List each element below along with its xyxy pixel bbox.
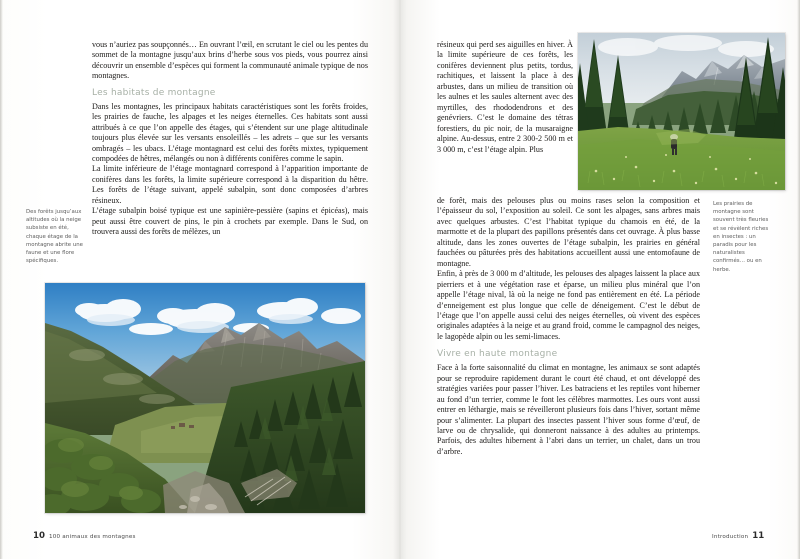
paragraph-saisonnalite: Face à la forte saisonnalité du climat en montagne, les animaux se sont adaptés pour se reproduire rapidement durant le court été chaud, et ont développé des stratégies variées pour passer l’hiver. Les batraciens et les reptiles vont hiberner au fond d’un terrier, comme le font les célèbres marmottes. Les ours vont aussi entrer en léthargie, mais se réveilleront plusieurs fois dans l’hiver, sortant même pour s’alimenter. La plupart des insectes passent l’hiver sous forme d’œuf, de larve ou de chrysalide, qui donneront naissance à des adultes au printemps. Parfois, des adultes hibernent à l’abri dans un terrier, un chalet, dans un trou d’arbre. — [437, 363, 700, 456]
photo-alpine-meadow — [578, 33, 785, 190]
caption-left-margin: Des forêts jusqu’aux altitudes où la neige subsiste en été, chaque étage de la montagne abrite une faune et une flore spécifiques. — [26, 209, 83, 265]
paragraph-alpages: de forêt, mais des pelouses plus ou moins rases selon la composition et l’épaisseur du sol, l’exposition au soleil. Ce sont les alpages, sans arbres mais avec quelques arbustes. C’est l’habitat typique du chamois en été, de la marmotte et de la plupart des papillons présentés dans cet ouvrage. À plus basse altitude, dans les zones ouvertes de l’étage subalpin, les prairies en général fauchées ou pâturées près des habitations accueillent aussi une entomofaune de montagne. — [437, 196, 700, 268]
paragraph-intro: vous n’auriez pas soupçonnés… En ouvrant l’œil, en scrutant le ciel ou les pentes du sommet de la montagne jusqu’aux brins d’herbe sous vos pieds, vous pourrez ainsi découvrir un ensemble d’espèces qui forment la communauté animale typique de nos montagnes. — [92, 40, 368, 81]
running-title-left: 100 animaux des montagnes — [48, 534, 136, 540]
paragraph-nival: Enfin, à près de 3 000 m d’altitude, les pelouses des alpages laissent la place aux pierriers et à une végétation rase et éparse, un milieu plus minéral que l’on appelle l’étage nival, là où la neige ne fond pas entièrement en été. La période d’enneigement est plus longue que celle de déneigement. C’est le début de l’étage que l’on appelle aussi celui des neiges éternelles, où vivent des espèces originales adaptées à la neige et au grand froid, comme le campagnol des neiges, le lagopède alpin ou les semi-limaces. — [437, 269, 700, 341]
caption-right-margin: Les prairies de montagne sont souvent très fleuries et se révèlent riches en insectes : un paradis pour les naturalistes confirmés… ou en herbe. — [713, 201, 769, 273]
paragraph-resineux: résineux qui perd ses aiguilles en hiver. À la limite supérieure de ces forêts, les conifères deviennent plus petits, tordus, rachitiques, et laissent la place à des arbustes, dans un milieu de transition où les aulnes et les saules alternent avec des myrtilles, des rhododendrons et des genévriers. C’est le domaine des tétras forestiers, du pic noir, de la musaraigne alpine. Au-dessus, entre 2 300-2 500 m et 3 000 m, c’est l’étage alpin. Plus — [437, 40, 573, 154]
paragraph-habitats-3: L’étage subalpin boisé typique est une sapinière-pessière (sapins et épicéas), mais peut aussi être couvert de pins, le pin à crochets par exemple. Dans le Sud, on trouvera aussi des forêts de mélèzes, un — [92, 206, 368, 237]
section-heading-vivre: Vivre en haute montagne — [437, 349, 558, 360]
paragraph-habitats-1: Dans les montagnes, les principaux habitats caractéristiques sont les forêts froides, les prairies de fauche, les alpages et les neiges éternelles. Ces habitats sont aussi attribués à ce que l’on appelle des étages, qui s’étendent sur une plage altitudinale toujours plus élevée sur les versants ensoleillés – les adrets – que sur les versants ombragés – les ubacs. L’étage montagnard est celui des forêts mixtes, typiquement compodées de hêtres, mélangés ou non à différents conifères comme le sapin. — [92, 101, 368, 164]
folio-left: 10 — [33, 531, 45, 541]
photo-valley-artwork — [45, 283, 365, 513]
photo-meadow-artwork — [578, 33, 785, 190]
footer-right — [712, 531, 764, 541]
page-edge-left — [0, 0, 3, 559]
folio-right: 11 — [752, 531, 765, 541]
section-heading-habitats: Les habitats de montagne — [92, 87, 216, 98]
right-text-column-narrow — [437, 40, 573, 155]
left-text-column — [92, 40, 368, 238]
right-text-column-wide — [437, 196, 700, 457]
photo-mountain-valley — [45, 283, 365, 513]
running-title-right: Introduction — [712, 534, 749, 540]
footer-left — [33, 531, 136, 541]
paragraph-habitats-2: La limite inférieure de l’étage montagnard correspond à l’apparition importante de conifères dans les forêts, la limite supérieure correspond à la disparition du hêtre. Les forêts de l’étage suivant, appelé subalpin, sont donc composées d’arbres résineux. — [92, 164, 368, 205]
